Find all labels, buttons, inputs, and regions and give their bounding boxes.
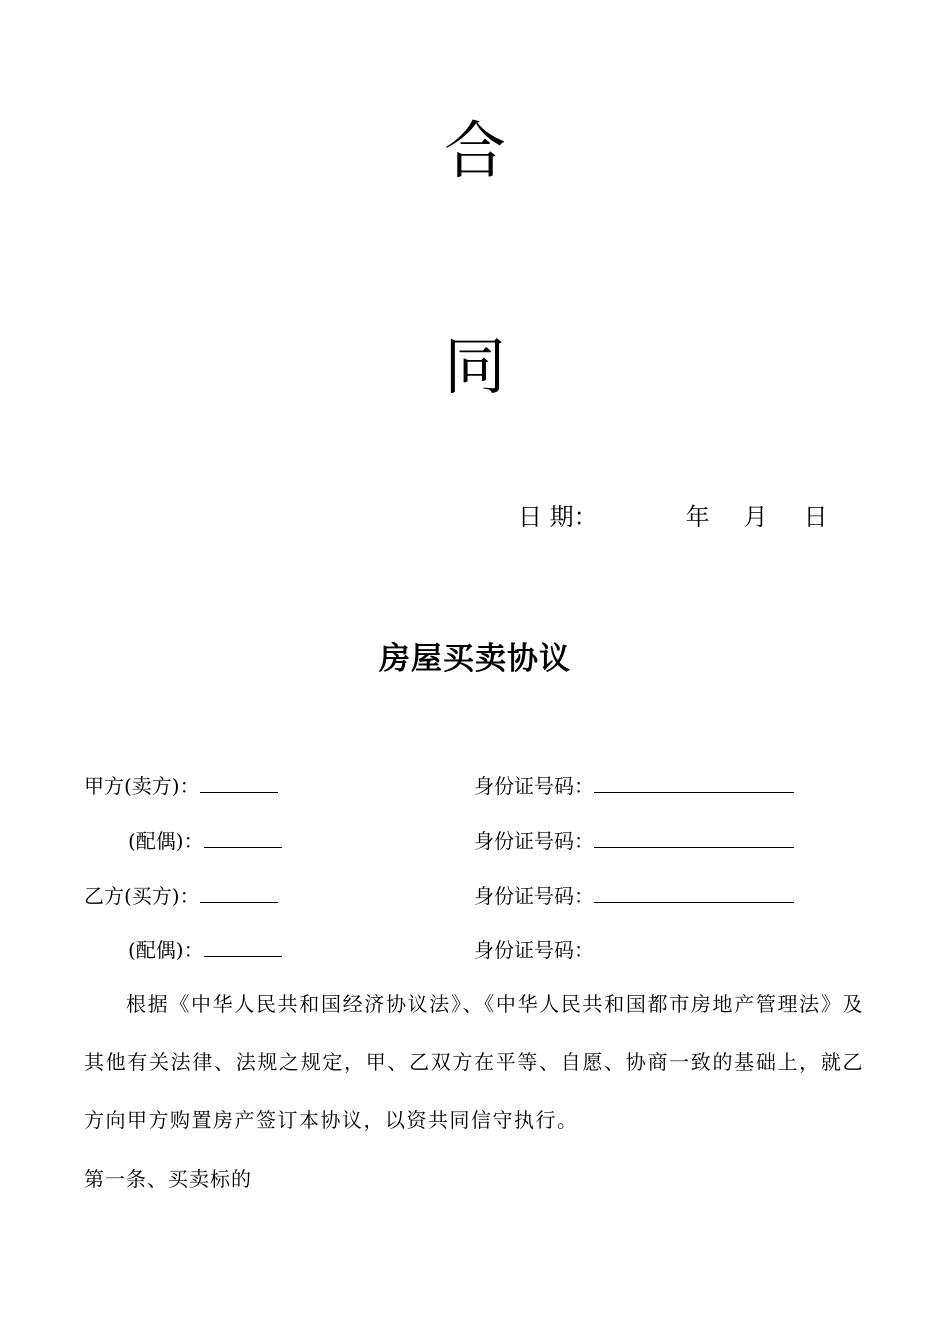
seller-spouse-id-label: 身份证号码： xyxy=(474,829,594,853)
buyer-spouse-field xyxy=(128,938,282,962)
section-1-heading: 第一条、买卖标的 xyxy=(84,1167,252,1191)
seller-spouse-field xyxy=(128,829,282,853)
buyer-spouse-id-field xyxy=(474,938,594,962)
buyer-id-blank[interactable] xyxy=(594,884,794,903)
seller-spouse-id-field xyxy=(474,829,794,853)
date-month-label: 月 xyxy=(743,503,768,531)
seller-name-blank[interactable] xyxy=(200,774,278,793)
seller-label: 甲方(卖方)： xyxy=(84,774,200,798)
seller-spouse-label: (配偶)： xyxy=(128,829,204,853)
preamble-paragraph: 根据《中华人民共和国经济协议法》、《中华人民共和国都市房地产管理法》及其他有关法律、法规之规定，甲、乙双方在平等、自愿、协商一致的基础上，就乙方向甲方购置房产签订本协议，以资共同信守执行。 xyxy=(84,992,864,1132)
buyer-spouse-id-label: 身份证号码： xyxy=(474,938,594,962)
buyer-spouse-label: (配偶)： xyxy=(128,938,204,962)
buyer-field xyxy=(84,884,278,908)
seller-spouse-name-blank[interactable] xyxy=(204,829,282,848)
buyer-id-field xyxy=(474,884,794,908)
buyer-name-blank[interactable] xyxy=(200,884,278,903)
date-year-label: 年 xyxy=(685,503,710,531)
buyer-id-label: 身份证号码： xyxy=(474,884,594,908)
cover-title-char-1: 合 xyxy=(443,114,506,187)
date-label: 日 期： xyxy=(518,503,598,531)
date-day-label: 日 xyxy=(803,503,828,531)
buyer-label: 乙方(买方)： xyxy=(84,884,200,908)
buyer-spouse-name-blank[interactable] xyxy=(204,938,282,957)
seller-id-blank[interactable] xyxy=(594,774,794,793)
seller-spouse-id-blank[interactable] xyxy=(594,829,794,848)
seller-field xyxy=(84,774,278,798)
date-line xyxy=(518,497,828,532)
cover-title-char-2: 同 xyxy=(443,330,506,403)
document-title: 房屋买卖协议 xyxy=(379,641,571,677)
seller-id-field xyxy=(474,774,794,798)
seller-id-label: 身份证号码： xyxy=(474,774,594,798)
